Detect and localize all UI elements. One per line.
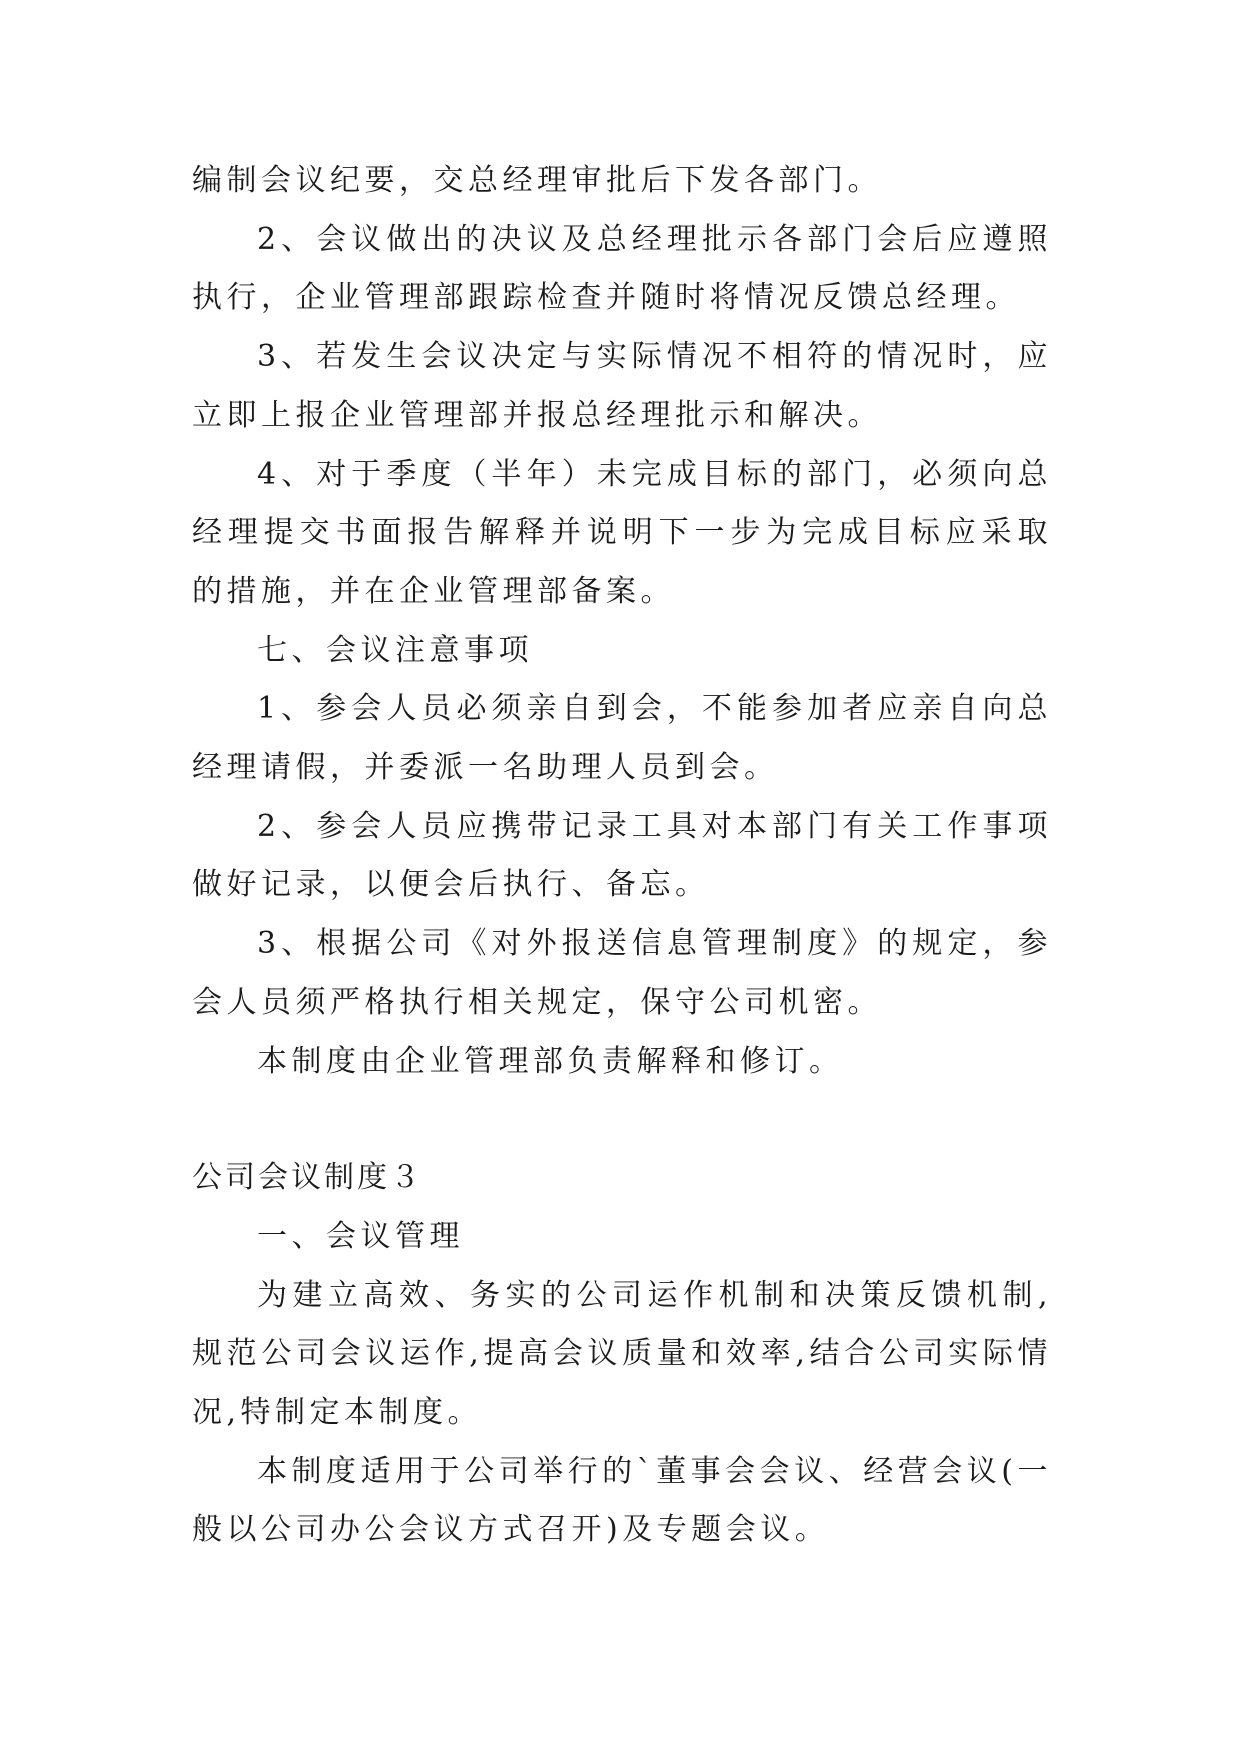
document-title: 公司会议制度３	[192, 1160, 423, 1196]
paragraph-purpose: 为建立高效、务实的公司运作机制和决策反馈机制,规范公司会议运作,提高会议质量和效率,结合公司实际情况,特制定本制度。	[192, 1277, 1052, 1431]
paragraph-item-4: 4、对于季度（半年）未完成目标的部门，必须向总经理提交书面报告解释并说明下一步为完成目标应采取的措施，并在企业管理部备案。	[192, 456, 1052, 609]
document-body	[192, 152, 1052, 1560]
section-heading-notes: 七、会议注意事项	[257, 632, 533, 668]
paragraph-scope: 本制度适用于公司举行的`董事会会议、经营会议(一般以公司办公会议方式召开)及专题会议。	[192, 1453, 1052, 1548]
section-gap	[192, 1091, 1052, 1149]
paragraph-note-2: 2、参会人员应携带记录工具对本部门有关工作事项做好记录，以便会后执行、备忘。	[192, 808, 1052, 903]
paragraph-item-3: 3、若发生会议决定与实际情况不相符的情况时，应立即上报企业管理部并报总经理批示和解决。	[192, 339, 1052, 433]
section-heading-management: 一、会议管理	[257, 1218, 464, 1254]
paragraph-note-3: 3、根据公司《对外报送信息管理制度》的规定，参会人员须严格执行相关规定，保守公司机密。	[192, 926, 1052, 1020]
paragraph-closing: 本制度由企业管理部负责解释和修订。	[257, 1043, 844, 1079]
paragraph-continuation: 编制会议纪要，交总经理审批后下发各部门。	[192, 163, 882, 198]
paragraph-item-2: 2、会议做出的决议及总经理批示各部门会后应遵照执行，企业管理部跟踪检查并随时将情况反馈总经理。	[192, 221, 1052, 316]
paragraph-note-1: 1、参会人员必须亲自到会，不能参加者应亲自向总经理请假，并委派一名助理人员到会。	[192, 691, 1052, 786]
